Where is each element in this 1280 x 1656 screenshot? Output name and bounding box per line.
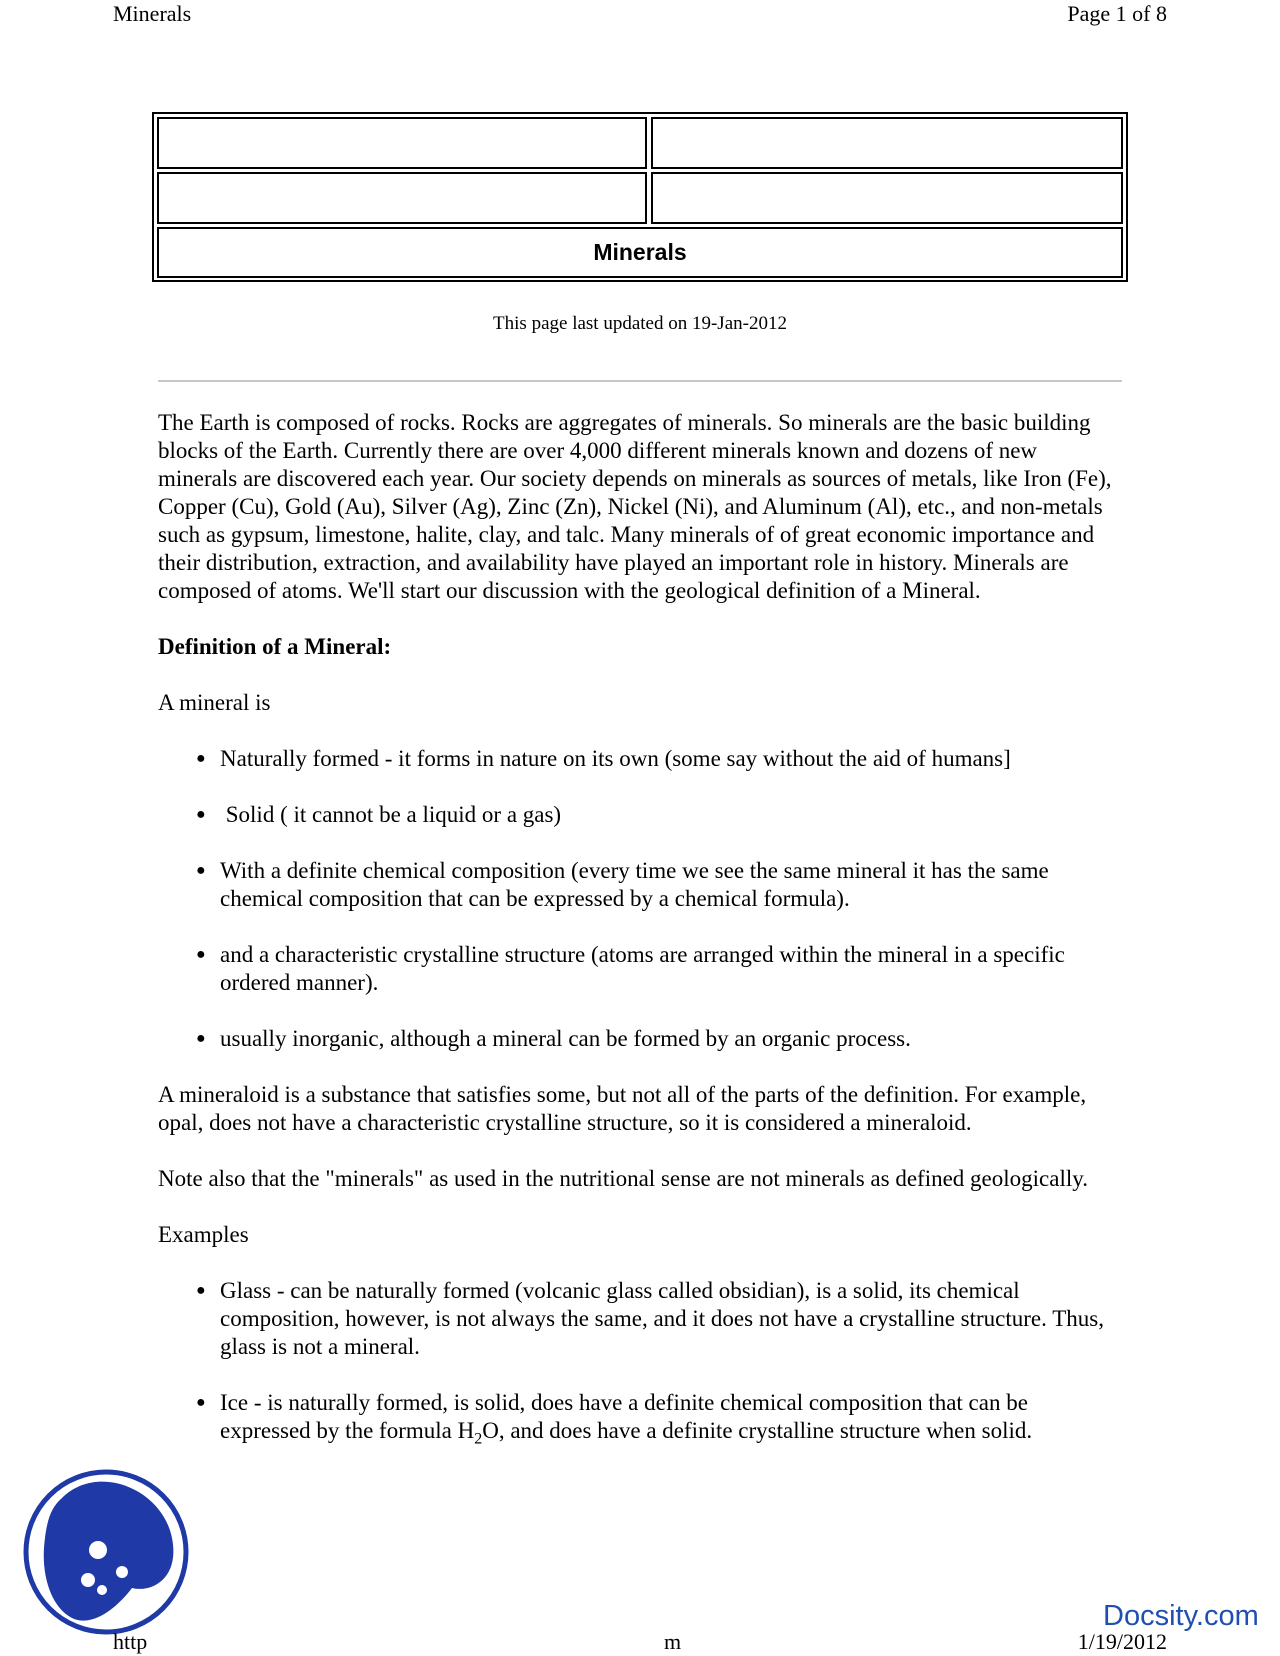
list-item [196,857,1118,913]
bullet-icon: ● [196,1282,206,1299]
title-table-cell [651,172,1123,224]
list-item [196,1025,1118,1053]
header-title: Minerals [113,1,192,26]
title-table-cell [651,117,1123,169]
list-item [196,801,1118,829]
list-item [196,1389,1118,1448]
bullet-icon: ● [196,806,206,823]
ice-subscript: 2 [474,1430,483,1448]
examples-heading: Examples [158,1222,249,1247]
list-item-text: usually inorganic, although a mineral can be formed by an organic process. [220,1026,911,1051]
title-table-cell [157,117,647,169]
mineraloid-paragraph: A mineraloid is a substance that satisfies some, but not all of the parts of the definition. For example, opal, does not have a characteristic crystalline structure, so it is considered a mineraloid. [158,1082,1087,1135]
examples-list [158,1277,1118,1448]
title-table [152,112,1128,282]
bullet-icon: ● [196,1394,206,1411]
docsity-brand: Docsity.com [1103,1600,1259,1632]
footer-middle: m [664,1629,682,1654]
last-updated: This page last updated on 19-Jan-2012 [493,313,787,334]
note-paragraph: Note also that the "minerals" as used in the nutritional sense are not minerals as defined geologically. [158,1166,1088,1191]
page-title: Minerals [157,227,1123,278]
footer-date: 1/19/2012 [1077,1629,1167,1654]
list-item [196,745,1118,773]
list-item [196,941,1118,997]
definition-list [158,745,1118,1053]
title-table-cell [157,172,647,224]
bullet-icon: ● [196,862,206,879]
list-item [196,1277,1118,1361]
bullet-icon: ● [196,946,206,963]
list-item-text: Naturally formed - it forms in nature on its own (some say without the aid of humans] [220,746,1011,771]
list-item-text: and a characteristic crystalline structure (atoms are arranged within the mineral in a specific ordered manner). [220,942,1065,995]
glass-example: Glass - can be naturally formed (volcanic glass called obsidian), is a solid, its chemical composition, however, is not always the same, and it does not have a crystalline structure. Thus, glass is not a mineral. [220,1278,1104,1359]
bullet-icon: ● [196,1030,206,1047]
definition-heading: Definition of a Mineral: [158,634,392,659]
docsity-logo-icon [22,1468,190,1636]
page-number: Page 1 of 8 [1067,1,1167,26]
ice-text-end: O, and does have a definite crystalline structure when solid. [482,1418,1033,1443]
ice-text-start: Ice - is naturally formed, is solid, does have a definite chemical composition that can be expressed by the formula H [220,1390,1028,1443]
definition-lead: A mineral is [158,690,271,715]
list-item-text: Solid ( it cannot be a liquid or a gas) [220,802,562,827]
intro-paragraph: The Earth is composed of rocks. Rocks are aggregates of minerals. So minerals are the basic building blocks of the Earth. Currently there are over 4,000 different minerals known and dozens of new minerals are discovered each year. Our society depends on minerals as sources of metals, like Iron (Fe), Copper (Cu), Gold (Au), Silver (Ag), Zinc (Zn), Nickel (Ni), and Aluminum (Al), etc., and non-metals such as gypsum, limestone, halite, clay, and talc. Many minerals of of great economic importance and their distribution, extraction, and availability have played an important role in history. Minerals are composed of atoms. We'll start our discussion with the geological definition of a Mineral. [158,410,1112,603]
bullet-icon: ● [196,750,206,767]
horizontal-rule [158,380,1122,382]
list-item-text: With a definite chemical composition (every time we see the same mineral it has the same chemical composition that can be expressed by a chemical formula). [220,858,1049,911]
main-content [158,409,1118,1473]
ice-example [220,1390,1033,1448]
footer-url: http [113,1629,148,1654]
